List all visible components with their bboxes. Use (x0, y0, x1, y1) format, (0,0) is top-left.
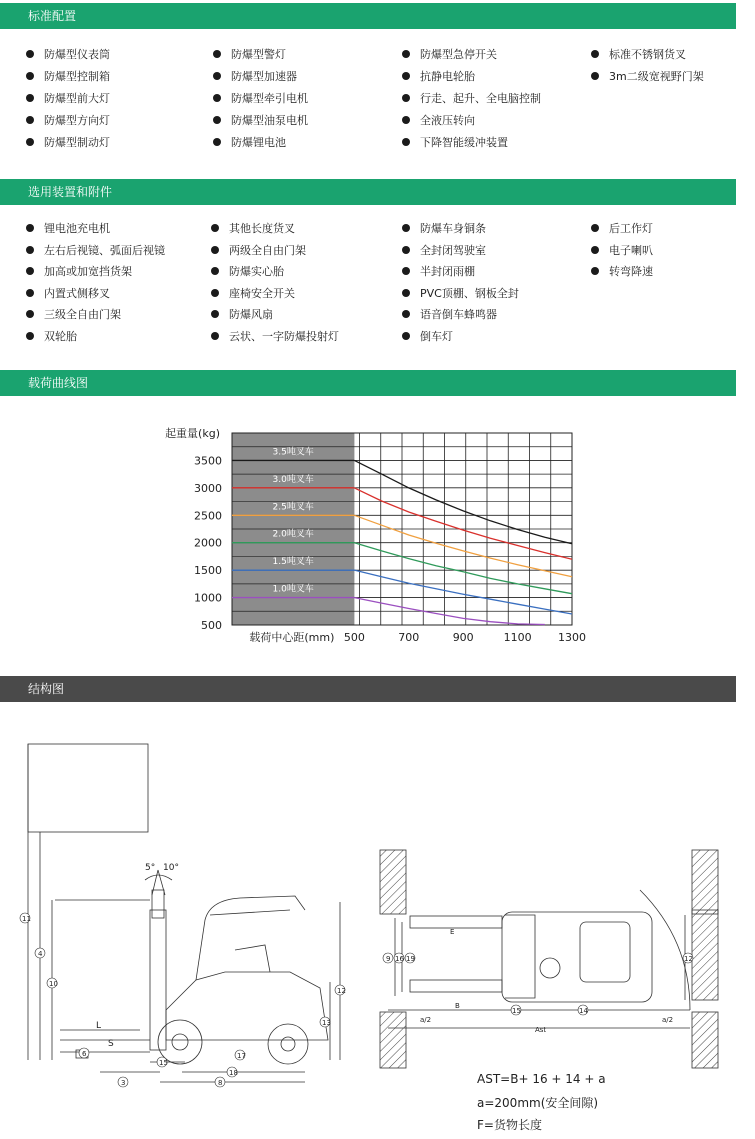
bullet-icon (26, 267, 34, 275)
bullet-icon (402, 116, 410, 124)
list-item-label: 转弯降速 (609, 265, 653, 278)
section-standard-header (0, 3, 736, 29)
bullet-icon (211, 332, 219, 340)
series-label: 3.5吨叉车 (272, 447, 314, 458)
y-tick-label: 2000 (194, 536, 222, 550)
list-item-label: 防爆型急停开关 (420, 48, 497, 61)
list-item-label: 两级全自由门架 (229, 243, 306, 257)
list-item-label: 全封闭驾驶室 (420, 243, 486, 257)
list-item-label: 行走、起升、全电脑控制 (420, 92, 541, 105)
section-title: 选用装置和附件 (28, 185, 113, 199)
bullet-icon (402, 289, 410, 297)
callout-14: 14 (579, 1007, 588, 1015)
top-view-labels (420, 928, 673, 1034)
forklift-top-view (380, 850, 718, 1068)
list-item-label: 防爆型控制箱 (44, 70, 110, 83)
callout-15: 15 (159, 1059, 168, 1067)
list-item-label: 防爆型警灯 (231, 48, 286, 61)
bullet-icon (26, 310, 34, 318)
bullet-icon (402, 246, 410, 254)
list-item-label: 3m二级宽视野门架 (609, 70, 704, 83)
bullet-icon (211, 267, 219, 275)
x-tick-label: 900 (452, 631, 474, 644)
callout-10: 10 (49, 980, 58, 988)
bullet-icon (402, 72, 410, 80)
label-s: S (108, 1039, 114, 1049)
y-tick-label: 3500 (194, 454, 222, 468)
list-item-label: 语音倒车蜂鸣器 (420, 308, 497, 321)
x-tick-label: 1100 (503, 631, 532, 644)
x-tick-label: 1300 (558, 631, 586, 644)
y-tick-label: 500 (201, 619, 222, 632)
list-item-label: 防爆车身铜条 (420, 222, 486, 235)
bullet-icon (591, 50, 599, 58)
list-item-label: 双轮胎 (44, 329, 77, 343)
section-optional-header (0, 179, 736, 205)
list-item-label: 全液压转向 (420, 114, 475, 127)
list-item-label: 其他长度货叉 (229, 222, 295, 235)
section-structure-header (0, 676, 736, 702)
bullet-icon (26, 138, 34, 146)
series-label: 1.0吨叉车 (272, 584, 314, 595)
bullet-icon (213, 116, 221, 124)
top-view-callouts (383, 953, 693, 1015)
callout-13: 13 (322, 1019, 331, 1027)
list-item-label: 左右后视镜、弧面后视镜 (44, 243, 165, 257)
bullet-icon (26, 50, 34, 58)
formula-gap: a=200mm(安全间隙) (477, 1096, 599, 1110)
x-tick-label: 700 (398, 631, 420, 644)
label-b: B (455, 1002, 460, 1010)
list-item-label: 内置式侧移叉 (44, 286, 110, 300)
bullet-icon (402, 310, 410, 318)
series-label: 1.5吨叉车 (272, 557, 314, 568)
list-item-label: 防爆型仪表筒 (44, 48, 110, 61)
list-item-label: 防爆锂电池 (231, 136, 286, 149)
bullet-icon (402, 138, 410, 146)
list-item-label: 锂电池充电机 (44, 222, 110, 235)
section-load-curve-header (0, 370, 736, 396)
side-view-labels (96, 863, 179, 1049)
list-item-label: 三级全自由门架 (44, 308, 121, 321)
callout-18: 18 (229, 1069, 238, 1077)
series-line (354, 488, 572, 559)
bullet-icon (211, 246, 219, 254)
series-line (354, 570, 572, 614)
bullet-icon (26, 94, 34, 102)
series-line (354, 460, 572, 543)
list-item-label: 倒车灯 (420, 329, 453, 343)
bullet-icon (402, 267, 410, 275)
list-item-label: 防爆实心胎 (229, 265, 284, 278)
bullet-icon (211, 289, 219, 297)
label-l: L (96, 1021, 102, 1031)
bullet-icon (26, 72, 34, 80)
bullet-icon (591, 246, 599, 254)
y-axis-title: 起重量(kg) (165, 427, 220, 440)
callout-12: 12 (337, 987, 346, 995)
callout-8: 8 (218, 1079, 223, 1087)
callout-15-top: 15 (512, 1007, 521, 1015)
bullet-icon (591, 72, 599, 80)
list-item-label: 下降智能缓冲装置 (420, 136, 508, 149)
label-a2-right: a/2 (662, 1016, 674, 1024)
bullet-icon (213, 138, 221, 146)
bullet-icon (591, 224, 599, 232)
bullet-icon (211, 224, 219, 232)
list-item-label: 电子喇叭 (609, 243, 653, 257)
label-a2-left: a/2 (420, 1016, 432, 1024)
callout-4: 4 (38, 950, 43, 958)
x-tick-label: 500 (343, 631, 365, 644)
callout-3: 3 (121, 1079, 126, 1087)
callout-12-top: 12 (684, 955, 693, 963)
list-item-label: 后工作灯 (609, 222, 653, 235)
list-item-label: 防爆型加速器 (231, 70, 297, 83)
series-label: 2.5吨叉车 (272, 502, 314, 513)
bullet-icon (26, 246, 34, 254)
list-item-label: 防爆风扇 (229, 308, 273, 321)
bullet-icon (402, 94, 410, 102)
section-title: 标准配置 (28, 9, 77, 23)
series-line (354, 515, 572, 576)
list-item-label: 云状、一字防爆投射灯 (229, 329, 339, 343)
list-item-label: 标准不锈钢货叉 (609, 48, 686, 61)
list-item-label: 防爆型前大灯 (44, 92, 110, 105)
bullet-icon (402, 224, 410, 232)
bullet-icon (26, 116, 34, 124)
bullet-icon (213, 50, 221, 58)
series-label: 3.0吨叉车 (272, 474, 314, 485)
forklift-side-view (28, 744, 340, 1082)
section-title: 结构图 (28, 682, 65, 696)
bullet-icon (402, 332, 410, 340)
bullet-icon (213, 72, 221, 80)
raised-load-outline (28, 744, 148, 832)
series-label: 2.0吨叉车 (272, 529, 314, 540)
y-tick-label: 1500 (194, 564, 222, 578)
callout-9: 9 (386, 955, 391, 963)
callout-11: 11 (22, 915, 31, 923)
side-view-callouts (20, 913, 346, 1087)
callout-6: 6 (82, 1050, 87, 1058)
list-item-label: PVC顶棚、钢板全封 (420, 286, 519, 300)
callout-19: 19 (406, 955, 415, 963)
list-item-label: 防爆型方向灯 (44, 114, 110, 127)
bullet-icon (26, 332, 34, 340)
bullet-icon (402, 50, 410, 58)
list-item-label: 半封闭雨棚 (420, 265, 475, 278)
list-item-label: 防爆型油泵电机 (231, 114, 308, 127)
bullet-icon (211, 310, 219, 318)
label-ast: Ast (535, 1026, 547, 1034)
bullet-icon (213, 94, 221, 102)
y-tick-label: 1000 (194, 591, 222, 605)
callout-17: 17 (237, 1052, 246, 1060)
tilt-back-angle: 10° (163, 863, 179, 873)
y-tick-label: 3000 (194, 481, 222, 495)
tilt-forward-angle: 5° (145, 863, 156, 873)
list-item-label: 抗静电轮胎 (420, 70, 475, 83)
list-item-label: 防爆型牵引电机 (231, 92, 308, 105)
list-item-label: 防爆型制动灯 (44, 136, 110, 149)
load-curve-chart (0, 400, 755, 660)
list-item-label: 座椅安全开关 (229, 286, 295, 300)
structure-diagram (0, 710, 755, 1110)
bullet-icon (26, 289, 34, 297)
label-e: E (450, 928, 455, 936)
bullet-icon (26, 224, 34, 232)
y-tick-label: 2500 (194, 509, 222, 523)
bullet-icon (591, 267, 599, 275)
section-title: 载荷曲线图 (28, 376, 89, 390)
formula-length: F=货物长度 (477, 1118, 542, 1132)
formula-ast: AST=B+ 16 + 14 + a (477, 1072, 606, 1086)
list-item-label: 加高或加宽挡货架 (44, 265, 132, 278)
callout-16: 16 (395, 955, 404, 963)
x-axis-title: 载荷中心距(mm) (249, 631, 335, 644)
